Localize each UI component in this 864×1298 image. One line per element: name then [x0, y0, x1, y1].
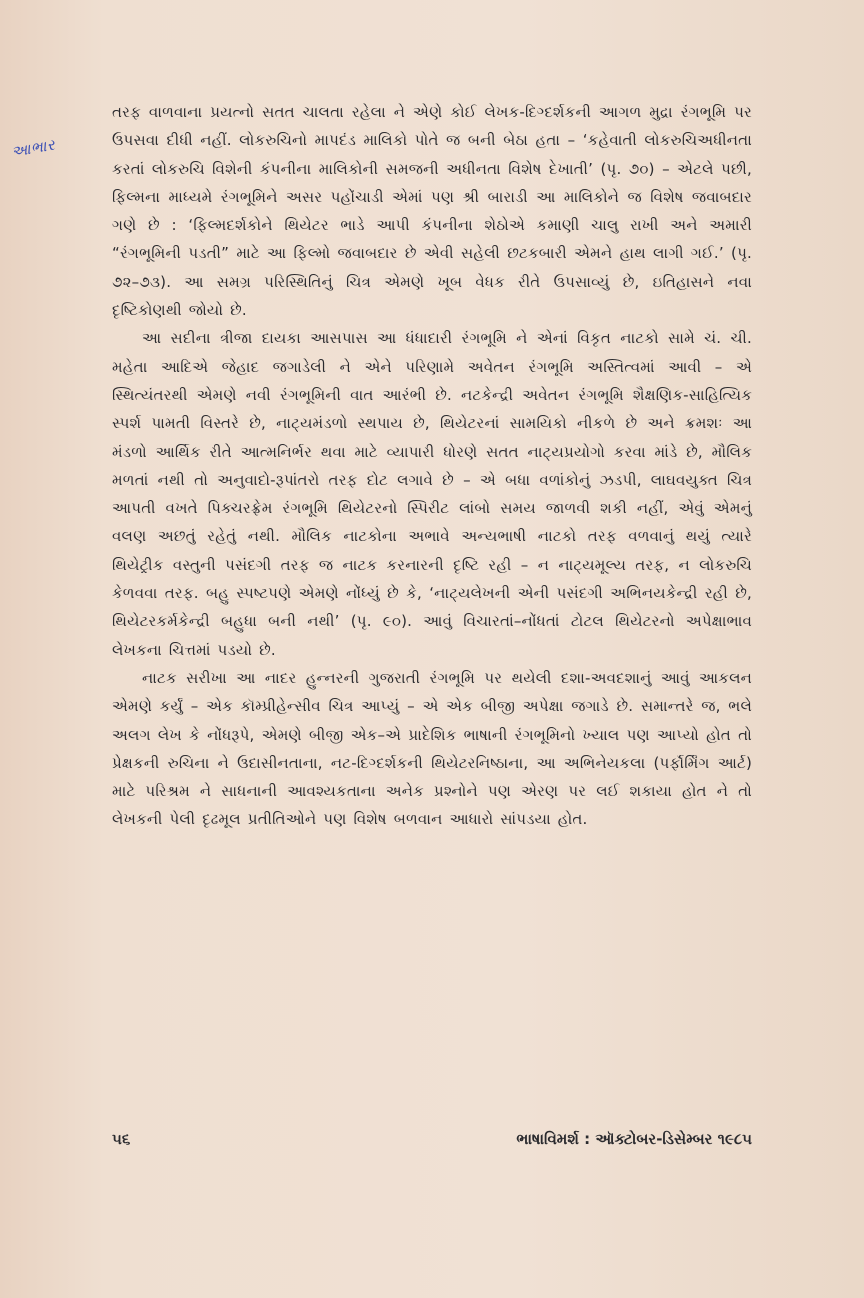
- paragraph-3: નાટક સરીખા આ નાદર હુન્નરની ગુજરાતી રંગભૂમિ પર થયેલી દશા-અવદશાનું આવું આકલન એમણે કર્યું – એક કૉમ્પ્રીહેન્સીવ ચિત્ર આપ્યું – એ એક બીજી અપેક્ષા જગાડે છે. સમાન્તરે જ, ભલે અલગ લેખ કે નોંધરૂપે, એમણે બીજી એક–એ પ્રાદેશિક ભાષાની રંગભૂમિનો ખ્યાલ પણ આપ્યો હોત તો પ્રેક્ષકની રુચિના ને ઉદાસીનતાના, નટ-દિગ્દર્શકની થિયેટરનિષ્ઠાના, આ અભિનેયકલા (પર્ફૉર્મિંગ આર્ટ) માટે પરિશ્રમ ને સાધનાની આવશ્યકતાના અનેક પ્રશ્નોને પણ એરણ પર લઈ શકાયા હોત ને તો લેખકની પેલી દૃઢમૂલ પ્રતીતિઓને પણ વિશેષ બળવાન આધારો સાંપડયા હોત.: [112, 668, 752, 829]
- paragraph-2: આ સદીના ત્રીજા દાયકા આસપાસ આ ધંધાદારી રંગભૂમિ ને એનાં વિકૃત નાટકો સામે ચં. ચી. મહેતા આદિએ જેહાદ જગાડેલી ને એને પરિણામે અવેતન રંગભૂમિ અસ્તિત્વમાં આવી – એ સ્થિત્યંતરથી એમણે નવી રંગભૂમિની વાત આરંભી છે. નટકેન્દ્રી અવેતન રંગભૂમિ શૈક્ષણિક-સાહિત્યિક સ્પર્શ પામતી વિસ્તરે છે, નાટ્યમંડળો સ્થપાય છે, થિયેટરનાં સામયિકો નીકળે છે અને ક્રમશઃ આ મંડળો આર્થિક રીતે આત્મનિર્ભર થવા માટે વ્યાપારી ધોરણે સતત નાટ્યપ્રયોગો કરવા માંડે છે, મૌલિક મળતાં નથી તો અનુવાદો-રૂપાંતરો તરફ દોટ લગાવે છે – એ બધા વળાંકોનું ઝડપી, લાઘવયુક્ત ચિત્ર આપતી વખતે પિક્ચરફ્રેમ રંગભૂમિ થિયેટરનો સ્પિરીટ લાંબો સમય જાળવી શકી નહીં, એવું એમનું વલણ અછતું રહેતું નથી. મૌલિક નાટકોના અભાવે અન્યભાષી નાટકો તરફ વળવાનું થયું ત્યારે થિયેટ્રીક વસ્તુની પસંદગી તરફ જ નાટક કરનારની દૃષ્ટિ રહી – ન નાટ્યમૂલ્ય તરફ, ન લોકરુચિ કેળવવા તરફ. બહુ સ્પષ્ટપણે એમણે નોંધ્યું છે કે, ‘નાટ્યલેખની એની પસંદગી અભિનયકેન્દ્રી રહી છે, થિયેટરકર્મકેન્દ્રી બહુધા બની નથી’ (પૃ. ૯૦). આવું વિચારતાં–નોંધતાં ટોટલ થિયેટરનો અપેક્ષાભાવ લેખકના ચિત્તમાં પડયો છે.: [112, 329, 752, 659]
- page-footer: [112, 1130, 752, 1156]
- article-body: [112, 98, 752, 834]
- margin-note-text: આભાર: [10, 135, 57, 161]
- running-title: ભાષાવિમર્શ : ઑક્ટોબર-ડિસેમ્બર ૧૯૮૫: [516, 1130, 752, 1148]
- paragraph-1: તરફ વાળવાના પ્રયત્નો સતત ચાલતા રહેલા ને એણે કોઈ લેખક-દિગ્દર્શકની આગળ મુદ્રા રંગભૂમિ પર ઉપસવા દીધી નહીં. લોકરુચિનો માપદંડ માલિકો પોતે જ બની બેઠા હતા – ‘કહેવાતી લોકરુચિઅધીનતા કરતાં લોકરુચિ વિશેની કંપનીના માલિકોની સમજની અધીનતા વિશેષ દેખાતી’ (પૃ. ૭૦) – એટલે પછી, ફિલ્મના માધ્યમે રંગભૂમિને અસર પહોંચાડી એમાં પણ શ્રી બારાડી આ માલિકોને જ વિશેષ જવાબદાર ગણે છે : ‘ફિલ્મદર્શકોને થિયેટર ભાડે આપી કંપનીના શેઠોએ કમાણી ચાલુ રાખી અને અમારી “રંગભૂમિની પડતી” માટે આ ફિલ્મો જવાબદાર છે એવી સહેલી છટકબારી એમને હાથ લાગી ગઈ.’ (પૃ. ૭૨–૭૩). આ સમગ્ર પરિસ્થિતિનું ચિત્ર એમણે ખૂબ વેધક રીતે ઉપસાવ્યું છે, ઇતિહાસને નવા દૃષ્ટિકોણથી જોયો છે.: [112, 103, 752, 320]
- handwritten-margin-note: [10, 129, 94, 172]
- page-number: ૫૬: [112, 1130, 131, 1148]
